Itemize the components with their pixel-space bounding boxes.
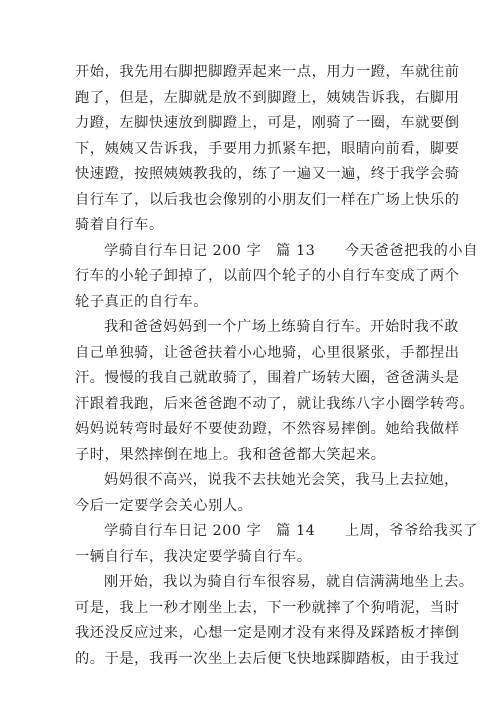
text-line: 我和爸爸妈妈到一个广场上练骑自行车。开始时我不敢 [104, 319, 459, 335]
text-line: 一辆自行车，我决定要学骑自行车。 [75, 548, 312, 565]
text-line: 刚开始，我以为骑自行车很容易，就自信满满地坐上去。 [104, 574, 474, 590]
text-line: 学骑自行车日记 200 字 篇 14 上周，爷爷给我买了 [104, 523, 479, 539]
document-body [75, 60, 479, 672]
text-line: 学骑自行车日记 200 字 篇 13 今天爸爸把我的小自 [104, 242, 479, 259]
text-line: 今后一定要学会关心别人。 [75, 497, 253, 514]
text-line: 汗。慢慢的我自己就敢骑了，围着广场转大圈，爸爸满头是 [75, 370, 460, 386]
text-line: 汗跟着我跑，后来爸爸跑不动了，就让我练八字小圈学转弯。 [75, 395, 475, 412]
text-line: 行车的小轮子卸掉了，以前四个轮子的小自行车变成了两个 [75, 268, 460, 284]
text-line: 跑了，但是，左脚就是放不到脚蹬上，姨姨告诉我，右脚用 [75, 89, 460, 106]
text-line: 轮子真正的自行车。 [75, 293, 209, 310]
text-line: 妈妈很不高兴，说我不去扶她光会笑，我马上去拉她， [104, 472, 459, 488]
text-line: 我还没反应过来，心想一定是刚才没有来得及踩踏板才摔倒 [75, 625, 460, 641]
text-line: 妈妈说转弯时最好不要使劲蹬，不然容易摔倒。她给我做样 [75, 421, 460, 437]
text-line: 自己单独骑，让爸爸扶着小心地骑，心里很紧张，手都捏出 [75, 344, 460, 361]
text-line: 开始，我先用右脚把脚蹬弄起来一点，用力一蹬，车就往前 [75, 64, 460, 80]
text-line: 快速蹬，按照姨姨教我的，练了一遍又一遍，终于我学会骑 [75, 166, 460, 182]
text-line: 力蹬，左脚快速放到脚蹬上，可是，刚骑了一圈，车就要倒 [75, 115, 460, 131]
text-line: 可是，我上一秒才刚坐上去，下一秒就摔了个狗啃泥，当时 [75, 599, 460, 616]
text-line: 子时，果然摔倒在地上。我和爸爸都大笑起来。 [75, 446, 386, 463]
text-line: 自行车了，以后我也会像别的小朋友们一样在广场上快乐的 [75, 191, 460, 208]
text-line: 下，姨姨又告诉我，手要用力抓紧车把，眼睛向前看，脚要 [75, 140, 460, 157]
text-line: 骑着自行车。 [75, 217, 164, 233]
text-line: 的。于是，我再一次坐上去后便飞快地踩脚踏板，由于我过 [75, 650, 460, 667]
